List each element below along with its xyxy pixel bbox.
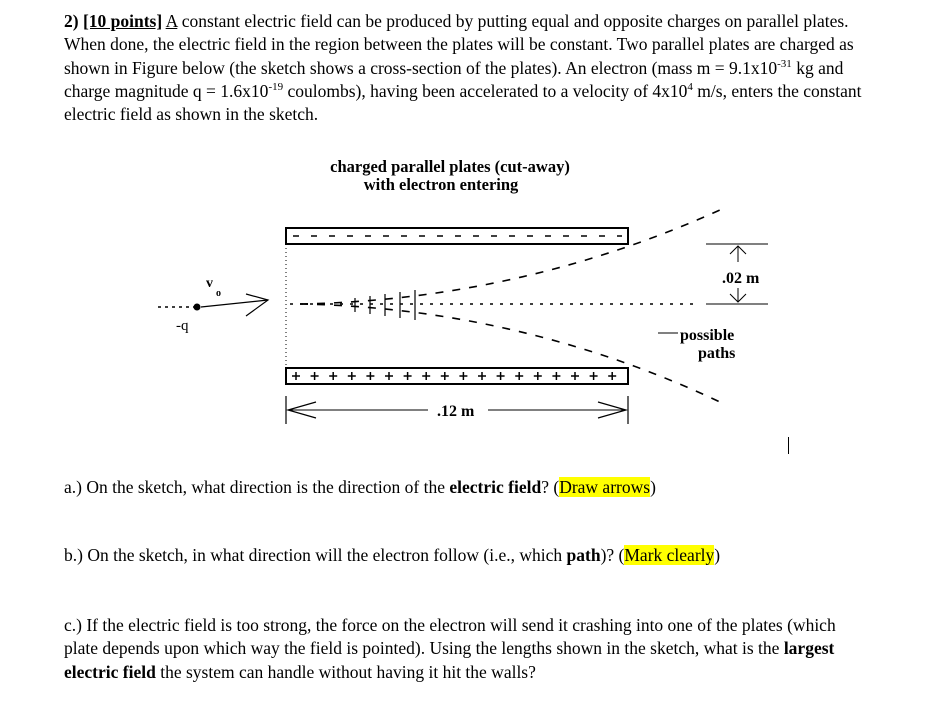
charge-exponent: -19 xyxy=(268,81,284,94)
paths-label-line1: possible xyxy=(680,327,735,344)
question-b-bold: path xyxy=(566,545,601,565)
text-cursor xyxy=(788,437,789,454)
figure-title-line1: charged parallel plates (cut-away) xyxy=(330,157,570,176)
entry-ticks xyxy=(355,290,415,320)
gap-label: .02 m xyxy=(722,270,760,287)
length-label: .12 m xyxy=(437,403,475,420)
question-a-bold: electric field xyxy=(449,477,542,497)
question-c-after: the system can handle without having it hit the walls? xyxy=(155,661,536,682)
electron-dot xyxy=(194,304,201,311)
problem-text-4: m/s, enters the constant electric field as shown in the sketch. xyxy=(64,80,862,125)
bottom-plate xyxy=(286,368,628,384)
question-a-after: ? ( xyxy=(541,477,560,497)
velocity-arrow xyxy=(201,294,268,316)
question-a-text: a.) On the sketch, what direction is the direction of the xyxy=(64,477,450,497)
velocity-exponent: 4 xyxy=(687,81,693,94)
question-c-bold: largest electric field xyxy=(64,638,835,682)
points-label: [10 points] xyxy=(82,11,163,31)
figure-title-line2: with electron entering xyxy=(363,175,519,194)
question-a xyxy=(64,476,656,499)
upward-path xyxy=(300,210,720,304)
problem-text-3: coulombs), having been accelerated to a velocity of 4x10 xyxy=(283,80,688,101)
question-b xyxy=(64,544,720,567)
problem-text-1: constant electric field can be produced by putting equal and opposite charges on parallel plates. When done, the electric field in the region between the plates will be constant. Two parallel plates are charged as shown in Figure below (the sketch shows a cross-section of the plates). An electron (mass m = 9.1x10 xyxy=(64,11,854,78)
paths-label-line2: paths xyxy=(698,345,736,362)
question-c xyxy=(64,614,869,684)
question-b-text: b.) On the sketch, in what direction will the electron follow (i.e., which xyxy=(64,545,567,565)
charge-label: -q xyxy=(176,318,189,334)
question-a-highlight: Draw arrows xyxy=(559,477,651,497)
question-b-close: ) xyxy=(714,545,721,565)
problem-number: 2) xyxy=(64,11,79,31)
problem-text-2: kg and charge magnitude q = 1.6x10 xyxy=(64,57,844,101)
mass-exponent: -31 xyxy=(777,57,792,70)
question-b-highlight: Mark clearly xyxy=(624,545,715,565)
downward-path xyxy=(300,304,720,402)
problem-first-word: A xyxy=(165,11,178,31)
question-a-close: ) xyxy=(650,477,656,497)
question-c-text: c.) If the electric field is too strong, the force on the electron will send it crashing into one of the plates (which plate depends upon which way the field is pointed). Using the lengths shown in the sketch, what is the xyxy=(64,615,836,659)
velocity-subscript: o xyxy=(216,288,221,299)
top-plate xyxy=(286,228,628,244)
velocity-label: v xyxy=(206,276,213,291)
question-b-after: )? ( xyxy=(600,545,625,565)
